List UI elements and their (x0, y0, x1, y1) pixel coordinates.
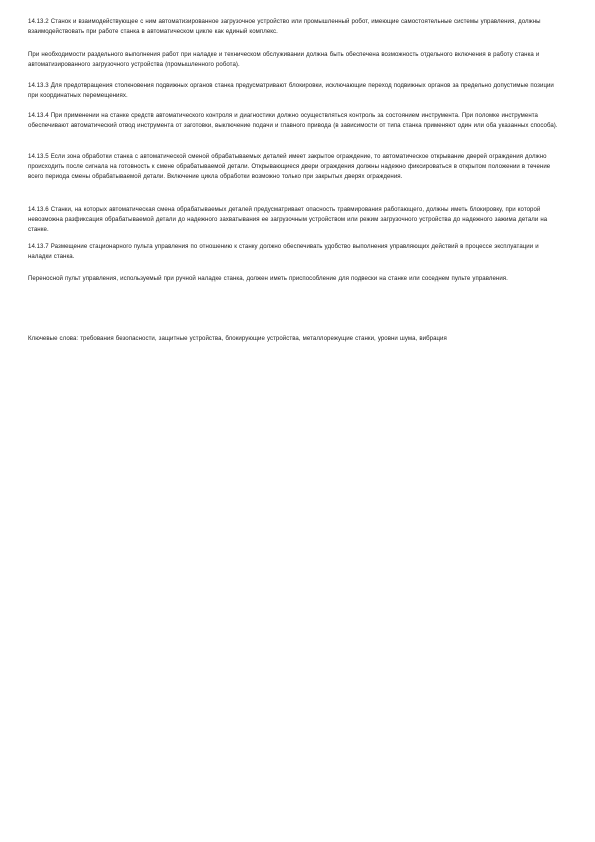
paragraph-14-13-2: 14.13.2 Станок и взаимодействующее с ним автоматизированное загрузочное устройство или промышленный робот, имеющие самостоятельные системы управления, должны взаимодействовать при работе станка в автоматическом цикле как единый комплекс. (28, 18, 541, 35)
paragraph-14-13-4: 14.13.4 При применении на станке средств автоматического контроля и диагностики должно осуществляться контроль за состоянием инструмента. При поломке инструмента обеспечивают автоматический отвод инструмента от заготовки, выключение подачи и главного привода (в зависимости от типа станка применяют один или оба указанных способа). (28, 112, 558, 129)
paragraph-14-13-7: 14.13.7 Размещение стационарного пульта управления по отношению к станку должно обеспечивать удобство выполнения управляющих действий в процессе эксплуатации и наладки станка. (28, 243, 539, 260)
keywords-paragraph: Ключевые слова: требования безопасности, защитные устройства, блокирующие устройства, металлорежущие станки, уровни шума, вибрация (28, 335, 447, 342)
paragraph-portable-panel: Переносной пульт управления, используемый при ручной наладке станка, должен иметь приспособление для подвески на станке или соседнем пульте управления. (28, 275, 508, 282)
paragraph-14-13-5: 14.13.5 Если зона обработки станка с автоматической сменой обрабатываемых деталей имеет закрытое ограждение, то автоматическое открывание дверей ограждения должно происходить после сигнала на готовность к смене обрабатываемой детали. Открывающиеся двери ограждения должны надежно фиксироваться в открытом положении в течение всего периода смены обрабатываемой детали. Включение цикла обработки возможно только при закрытых дверях ограждения. (28, 153, 551, 180)
paragraph-14-13-6: 14.13.6 Станки, на которых автоматическая смена обрабатываемых деталей предусматривает опасность травмирования работающего, должны иметь блокировку, при которой невозможна разфиксация обрабатываемой детали до надежного захватывания ее загрузочным устройством или режим загрузочного устройства до надежного зажима детали на станке. (28, 206, 548, 233)
paragraph-separate-operation: При необходимости раздельного выполнения работ при наладке и техническом обслуживании должна быть обеспечена возможность отдельного включения в работу станка и автоматизированного загрузочного устройства (промышленного робота). (28, 51, 540, 68)
paragraph-14-13-3: 14.13.3 Для предотвращения столкновения подвижных органов станка предусматривают блокировки, исключающие переход подвижных органов за предельно допустимые позиции при координатных перемещениях. (28, 82, 554, 99)
